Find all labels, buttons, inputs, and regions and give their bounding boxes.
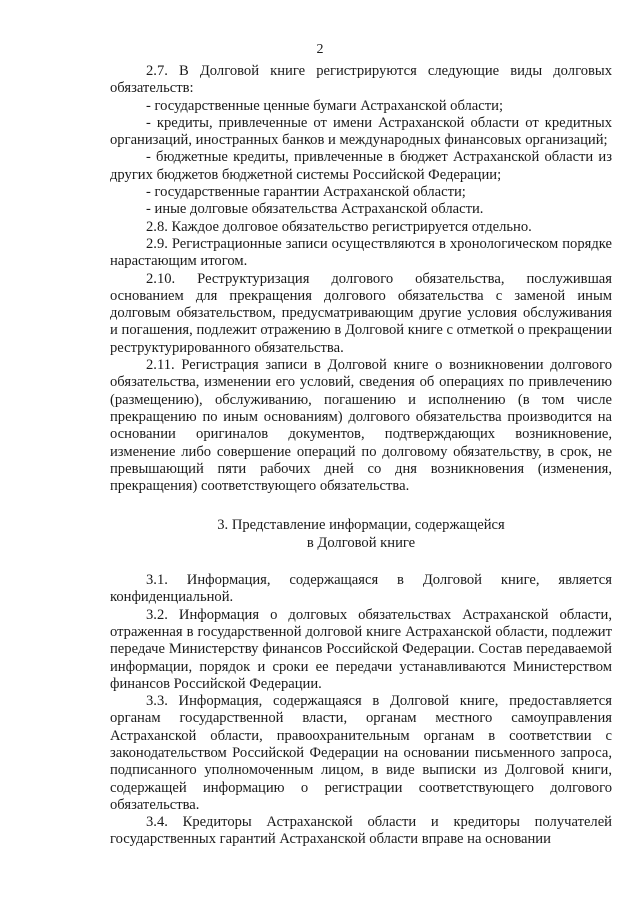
paragraph-2-11: 2.11. Регистрация записи в Долговой книге о возникновении долгового обязательства, изменении его условий, сведения об операциях по привлечению (размещению), обслуживанию, погашению и исполнению (в том числе прекращению по иным основаниям) долгового обязательства производится на основании оригиналов документов, подтверждающих возникновение, изменение либо совершение операций по долговому обязательству, в срок, не превышающий пяти рабочих дней со дня возникновения (изменения, прекращения) соответствующего обязательства. xyxy=(110,357,612,495)
section-title-line-2: в Долговой книге xyxy=(306,534,416,551)
list-item-budget-credits: - бюджетные кредиты, привлеченные в бюджет Астраханской области из других бюджетов бюджетной системы Российской Федерации; xyxy=(110,149,612,183)
section-3-title xyxy=(110,517,612,552)
paragraph-2-9: 2.9. Регистрационные записи осуществляются в хронологическом порядке нарастающим итогом. xyxy=(110,235,612,270)
paragraph-3-3: 3.3. Информация, содержащаяся в Долговой книге, предоставляется органам государственной власти, органам местного самоуправления Астраханской области, правоохранительным органам в соответствии с законодательством Российской Федерации на основании письменного запроса, подписанного уполномоченным лицом, в виде выписки из Долговой книги, содержащей информацию о регистрации соответствующего долгового обязательства. xyxy=(110,693,612,813)
paragraph-3-1: 3.1. Информация, содержащаяся в Долговой книге, является конфиденциальной. xyxy=(110,572,612,606)
paragraph-3-2: 3.2. Информация о долговых обязательствах Астраханской области, отраженная в государственной долговой книге Астраханской области, подлежит передаче Министерству финансов Российской Федерации. Состав передаваемой информации, порядок и сроки ее передачи устанавливаются Министерством финансов Российской Федерации. xyxy=(110,606,612,692)
list-item-credits: - кредиты, привлеченные от имени Астраханской области от кредитных организаций, иностранных банков и международных финансовых организаций; xyxy=(110,114,612,149)
list-item-securities: - государственные ценные бумаги Астраханской области; xyxy=(146,97,504,114)
paragraph-2-10: 2.10. Реструктуризация долгового обязательства, послужившая основанием для прекращения долгового обязательства с заменой иным долговым обязательством, предусматривающим другие условия обслуживания и погашения, подлежит отражению в Долговой книге с отметкой о прекращении реструктурированного обязательства. xyxy=(110,270,612,356)
section-title-line-1: 3. Представление информации, содержащейся xyxy=(217,517,505,534)
paragraph-2-8: 2.8. Каждое долговое обязательство регистрируется отдельно. xyxy=(146,218,532,235)
page-number: 2 xyxy=(316,42,324,57)
document-body xyxy=(110,63,612,849)
paragraph-3-4: 3.4. Кредиторы Астраханской области и кредиторы получателей государственных гарантий Астраханской области вправе на основании xyxy=(110,814,612,848)
list-item-guarantees: - государственные гарантии Астраханской области; xyxy=(146,184,466,201)
paragraph-2-7: 2.7. В Долговой книге регистрируются следующие виды долговых обязательств: xyxy=(110,63,612,97)
list-item-other-obligations: - иные долговые обязательства Астраханской области. xyxy=(146,201,484,218)
